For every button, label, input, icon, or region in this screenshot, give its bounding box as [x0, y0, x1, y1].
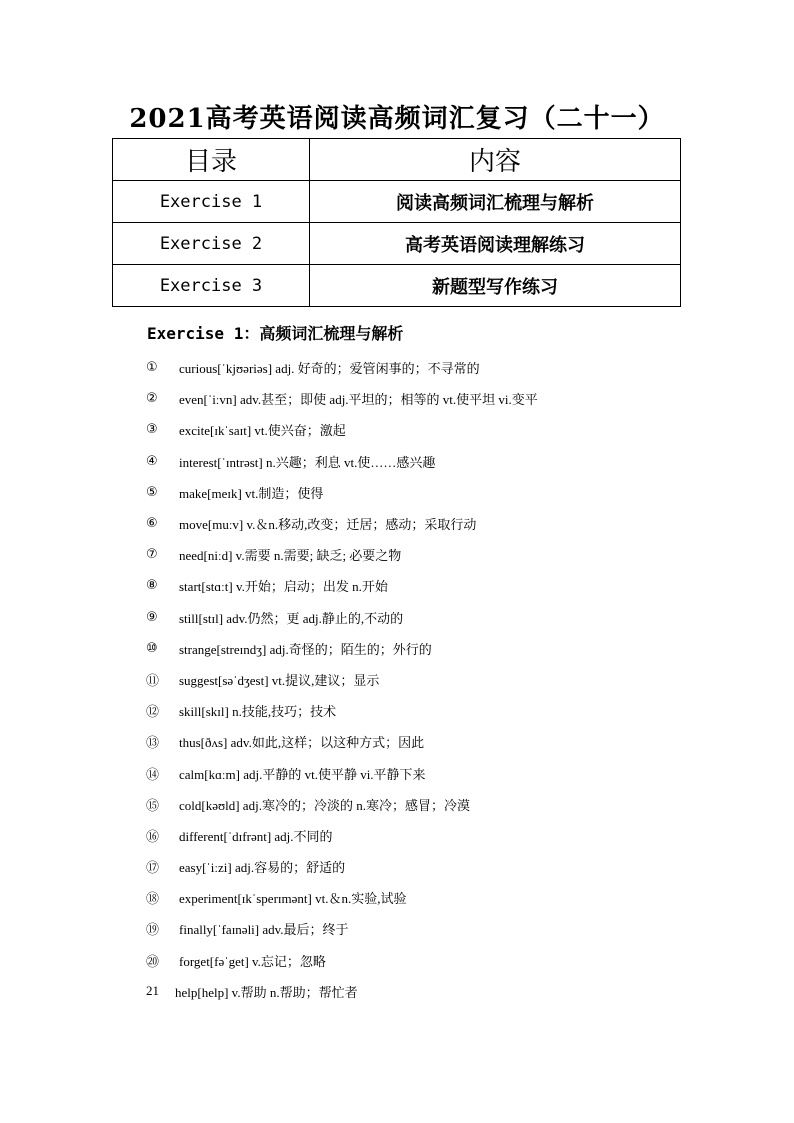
list-item [146, 664, 706, 695]
item-number: ⑤ [146, 484, 158, 500]
item-number: ② [146, 391, 158, 407]
list-item [146, 383, 706, 414]
item-number: ⑭ [146, 767, 160, 783]
vocab-entry: easy[ˈiːzi] adj.容易的；舒适的 [179, 860, 346, 876]
item-number: ⑩ [146, 640, 158, 656]
item-number: ⑲ [146, 923, 160, 939]
list-item [146, 851, 706, 882]
page-title: 2021高考英语阅读高频词汇复习（二十一） [129, 104, 665, 134]
vocab-entry: different[ˈdɪfrənt] adj.不同的 [179, 828, 333, 844]
list-item [146, 352, 706, 383]
item-number: ④ [146, 453, 158, 469]
list-item [146, 945, 706, 976]
vocab-entry: help[help] v.帮助 n.帮助；帮忙者 [175, 984, 358, 1000]
item-number: ⑱ [146, 892, 160, 908]
item-number: ① [146, 360, 158, 376]
vocab-entry: experiment[ɪkˈsperɪmənt] vt.＆n.实验,试验 [179, 891, 407, 907]
vocab-entry: cold[kəʊld] adj.寒冷的；冷淡的 n.寒冷；感冒；冷漠 [179, 797, 470, 813]
toc-exercise-label: Exercise 2 [113, 223, 310, 265]
vocab-entry: calm[kɑːm] adj.平静的 vt.使平静 vi.平静下来 [179, 766, 426, 782]
item-number: ⑮ [146, 798, 160, 814]
item-number: ⑬ [146, 736, 160, 752]
list-item [146, 508, 706, 539]
item-number: ⑦ [146, 547, 158, 563]
list-item [146, 539, 706, 570]
list-item [146, 757, 706, 788]
vocab-entry: even[ˈiːvn] adv.甚至；即使 adj.平坦的；相等的 vt.使平坦 vi.变平 [179, 392, 538, 408]
section-title: 高频词汇梳理与解析 [259, 324, 404, 343]
vocab-entry: excite[ɪkˈsaɪt] vt.使兴奋；激起 [179, 423, 346, 439]
list-item [146, 913, 706, 944]
list-item [146, 789, 706, 820]
item-number: ⑥ [146, 516, 158, 532]
toc-exercise-desc: 新题型写作练习 [310, 265, 681, 307]
toc-exercise-desc: 高考英语阅读理解练习 [310, 223, 681, 265]
list-item [146, 976, 706, 1007]
vocab-entry: thus[ðʌs] adv.如此,这样；以这种方式；因此 [179, 735, 425, 751]
vocab-entry: curious[ˈkjʊəriəs] adj. 好奇的；爱管闲事的；不寻常的 [179, 361, 480, 377]
item-number: ⑪ [146, 673, 160, 689]
toc-row [113, 265, 681, 307]
vocab-entry: strange[streɪndʒ] adj.奇怪的；陌生的；外行的 [179, 641, 432, 657]
vocab-entry: finally[ˈfaɪnəli] adv.最后；终于 [179, 922, 349, 938]
list-item [146, 882, 706, 913]
list-item [146, 820, 706, 851]
vocab-entry: still[stɪl] adv.仍然；更 adj.静止的,不动的 [179, 610, 404, 626]
item-number: 21 [146, 983, 159, 999]
list-item [146, 602, 706, 633]
list-item [146, 446, 706, 477]
item-number: ⑧ [146, 578, 158, 594]
item-number: ⑫ [146, 705, 160, 721]
list-item [146, 570, 706, 601]
toc-exercise-desc: 阅读高频词汇梳理与解析 [310, 181, 681, 223]
item-number: ⑨ [146, 609, 158, 625]
vocab-entry: interest[ˈɪntrəst] n.兴趣；利息 vt.使……感兴趣 [179, 454, 436, 470]
toc-header-row [113, 139, 681, 181]
vocab-entry: suggest[səˈdʒest] vt.提议,建议；显示 [179, 672, 380, 688]
item-number: ⑳ [146, 954, 160, 970]
toc-exercise-label: Exercise 3 [113, 265, 310, 307]
toc-header-catalog: 目录 [113, 139, 310, 181]
section-prefix: Exercise 1： [147, 324, 260, 343]
list-item [146, 695, 706, 726]
list-item [146, 414, 706, 445]
item-number: ③ [146, 422, 158, 438]
vocab-entry: need[niːd] v.需要 n.需要; 缺乏; 必要之物 [179, 548, 402, 564]
vocab-entry: forget[fəˈget] v.忘记；忽略 [179, 953, 326, 969]
item-number: ⑯ [146, 829, 160, 845]
list-item [146, 477, 706, 508]
toc-exercise-label: Exercise 1 [113, 181, 310, 223]
table-of-contents [112, 138, 681, 307]
item-number: ⑰ [146, 861, 160, 877]
list-item [146, 633, 706, 664]
vocabulary-list [146, 352, 706, 1007]
list-item [146, 726, 706, 757]
vocab-entry: start[stɑːt] v.开始；启动；出发 n.开始 [179, 579, 388, 595]
vocab-entry: make[meɪk] vt.制造；使得 [179, 485, 324, 501]
vocab-entry: skill[skɪl] n.技能,技巧；技术 [179, 704, 337, 720]
toc-header-content: 内容 [310, 139, 681, 181]
toc-row [113, 181, 681, 223]
toc-row [113, 223, 681, 265]
vocab-entry: move[muːv] v.＆n.移动,改变；迁居；感动；采取行动 [179, 517, 477, 533]
section-heading [147, 321, 403, 344]
